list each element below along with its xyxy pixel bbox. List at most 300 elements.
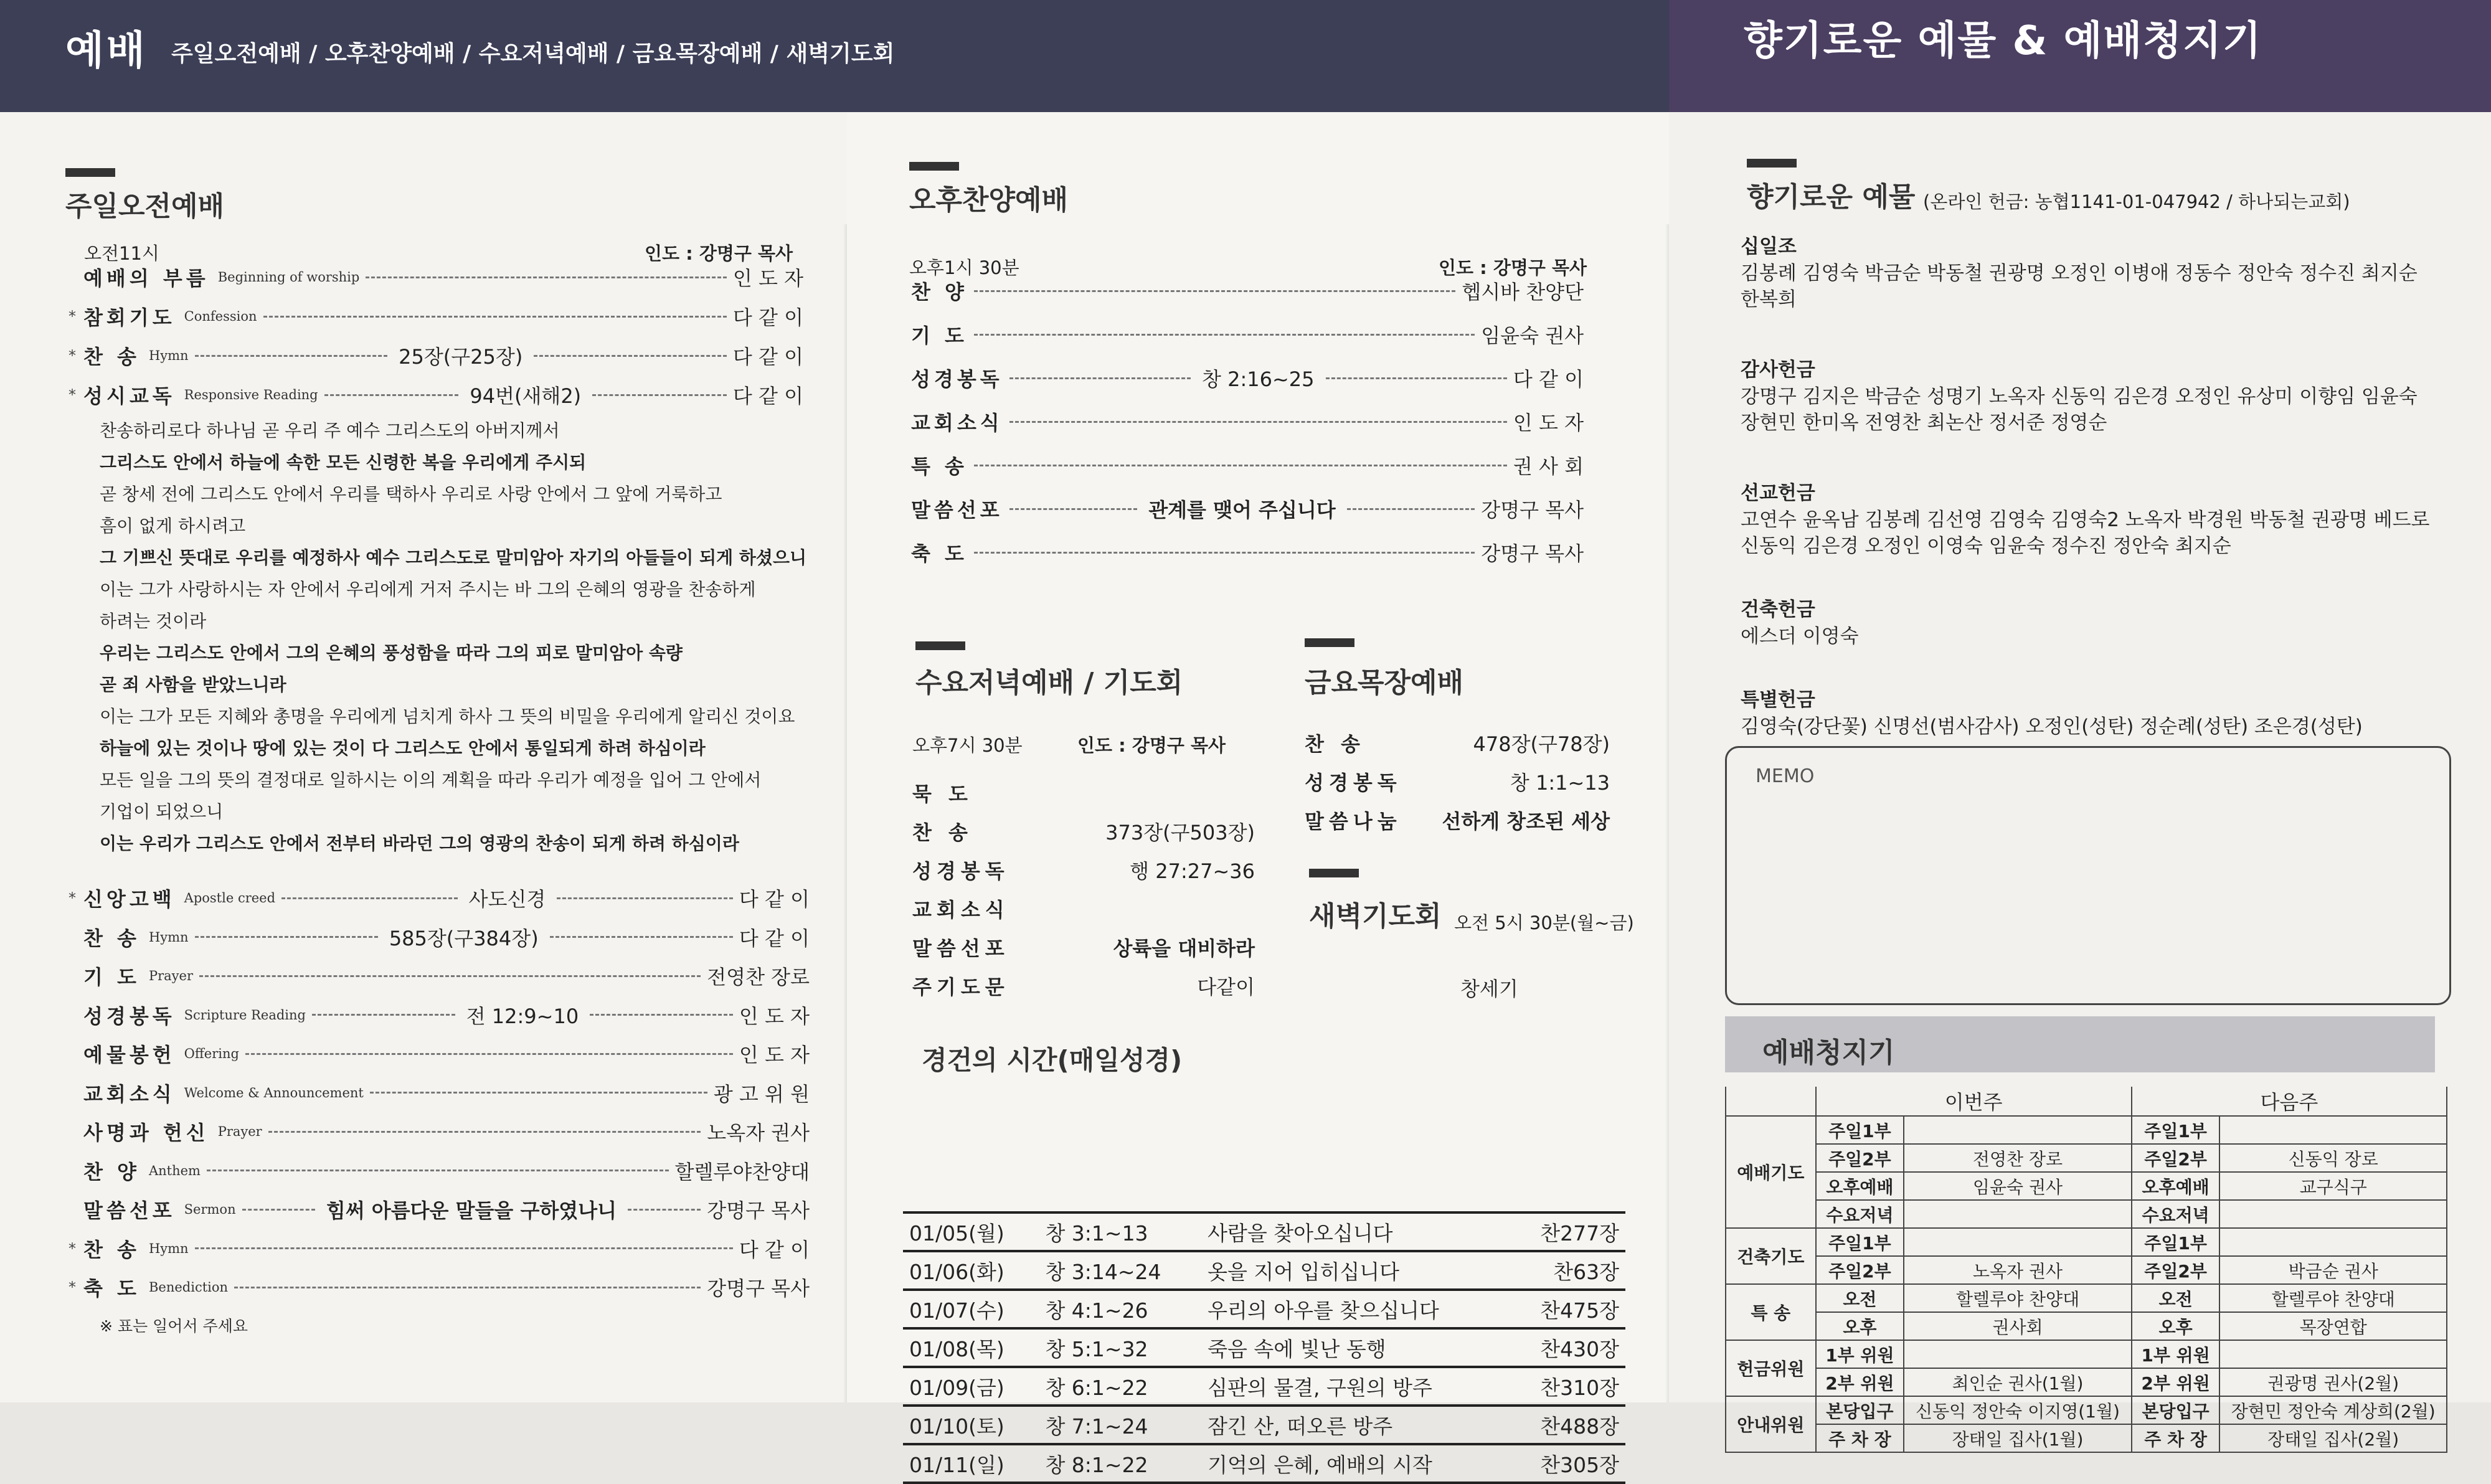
offering-names: 에스더 이영숙 — [1741, 625, 1859, 648]
duty-next-week: 다음주 — [2132, 1087, 2447, 1116]
offering-account: (온라인 헌금: 농협1141-01-047942 / 하나되는교회) — [1923, 191, 2350, 212]
worship-header-title: 예배 — [65, 28, 148, 74]
duty-header — [1725, 1016, 2435, 1072]
order-person: 인 도 자 — [739, 1043, 810, 1067]
duty-role: 주일2부 — [2132, 1256, 2220, 1284]
dash-leader — [974, 334, 1475, 336]
worship-header-bar — [0, 0, 1669, 112]
reading-line: 이는 우리가 그리스도 안에서 전부터 바라던 그의 영광의 찬송이 되게 하려 하심이라 — [100, 833, 739, 854]
duty-role: 주일1부 — [2132, 1228, 2220, 1256]
devotion-row — [903, 1406, 1625, 1444]
order-person: 임윤숙 권사 — [1481, 324, 1584, 347]
devotion-theme: 심판의 물결, 구원의 방주 — [1201, 1367, 1510, 1406]
order-content: 25장(구25장) — [399, 345, 523, 369]
order-person: 강명구 목사 — [707, 1199, 810, 1222]
devotion-hymn: 찬63장 — [1510, 1251, 1625, 1290]
order-english: Sermon — [184, 1202, 236, 1217]
duty-role: 오후 — [1816, 1312, 1904, 1340]
order-english: Responsive Reading — [184, 387, 318, 402]
duty-person — [1904, 1228, 2132, 1256]
order-english: Beginning of worship — [217, 270, 360, 285]
order-english: Scripture Reading — [184, 1007, 306, 1023]
order-label: 성경봉독 — [912, 859, 1009, 883]
duty-person: 전영찬 장로 — [1904, 1144, 2132, 1172]
offering-names: 한복희 — [1741, 288, 1797, 311]
duty-person — [2219, 1228, 2447, 1256]
order-person: 강명구 목사 — [707, 1277, 810, 1300]
order-english: Confession — [184, 309, 257, 324]
order-label: 찬 송 — [912, 821, 973, 844]
offering-names: 장현민 한미옥 전영찬 최논산 정서준 정영순 — [1741, 412, 2107, 434]
duty-person — [2219, 1200, 2447, 1228]
dash-leader — [199, 975, 701, 977]
order-row — [911, 321, 1584, 348]
devotion-reference: 창 4:1~26 — [1039, 1290, 1201, 1328]
devotion-theme: 사람을 찾아오십니다 — [1201, 1212, 1510, 1251]
offering-names: 김영숙(강단꽃) 신명선(범사감사) 오정인(성탄) 정순례(성탄) 조은경(성탄) — [1741, 716, 2363, 738]
offering-names: 강명구 김지은 박금순 성명기 노옥자 신동익 김은경 오정인 유상미 이향임 임윤숙 — [1741, 385, 2418, 408]
section-marker — [915, 641, 965, 650]
order-english: Offering — [184, 1046, 239, 1061]
order-label: 성경봉독 — [83, 1004, 176, 1028]
order-person: 다 같 이 — [732, 306, 803, 329]
order-row — [69, 1118, 810, 1145]
duty-role: 수요저녁 — [1816, 1200, 1904, 1228]
section-title: 금요목장예배 — [1305, 667, 1464, 699]
duty-role: 오전 — [2132, 1284, 2220, 1312]
order-english: Welcome & Announcement — [184, 1085, 364, 1100]
duty-role: 수요저녁 — [2132, 1200, 2220, 1228]
star-mark: * — [69, 386, 76, 404]
order-person: 인 도 자 — [739, 1004, 810, 1028]
dash-leader — [370, 1092, 707, 1094]
duty-person: 최인순 권사(1월) — [1904, 1368, 2132, 1396]
devotion-row — [903, 1251, 1625, 1290]
service-time: 오후7시 30분 — [912, 735, 1023, 756]
memo-box[interactable] — [1725, 746, 2451, 1005]
offering-title: 향기로운 예물 — [1747, 181, 1916, 213]
devotion-reference: 창 8:1~22 — [1039, 1444, 1201, 1483]
dash-leader — [263, 316, 727, 318]
star-mark: * — [69, 347, 76, 364]
offering-panel — [1669, 112, 2491, 1450]
dash-leader — [312, 1014, 455, 1016]
dash-leader — [195, 355, 388, 357]
duty-person: 권광명 권사(2월) — [2219, 1368, 2447, 1396]
order-content: 관계를 맺어 주십니다 — [1148, 498, 1336, 522]
duty-person: 할렐루야 찬양대 — [1904, 1284, 2132, 1312]
order-english: Anthem — [148, 1163, 201, 1178]
order-english: Hymn — [148, 348, 189, 363]
order-person: 다 같 이 — [732, 384, 803, 408]
offering-category: 감사헌금 — [1741, 359, 1815, 381]
duty-this-week: 이번주 — [1816, 1087, 2132, 1116]
duty-role: 주일1부 — [2132, 1116, 2220, 1144]
duty-row — [1726, 1172, 2447, 1200]
devotion-reference: 창 7:1~24 — [1039, 1406, 1201, 1444]
duty-role: 주일1부 — [1816, 1116, 1904, 1144]
section-marker — [1309, 869, 1359, 877]
duty-row — [1726, 1312, 2447, 1340]
duty-person: 권사회 — [1904, 1312, 2132, 1340]
order-row — [69, 962, 810, 990]
order-person: 권 사 회 — [1513, 455, 1584, 478]
order-label: 특 송 — [911, 455, 968, 478]
dash-leader — [628, 1209, 701, 1211]
reading-line: 모든 일을 그의 뜻의 결정대로 일하시는 이의 계획을 따라 우리가 예정을 입어 그 안에서 — [100, 770, 762, 790]
devotion-theme: 기억의 은혜, 예배의 시작 — [1201, 1444, 1510, 1483]
section-marker — [909, 162, 959, 171]
order-content: 상륙을 대비하라 — [1113, 937, 1255, 960]
duty-row — [1726, 1116, 2447, 1144]
dash-leader — [195, 936, 378, 938]
section-title: 오후찬양예배 — [909, 184, 1069, 216]
order-label: 성경봉독 — [911, 367, 1003, 391]
duty-person — [2219, 1340, 2447, 1368]
devotion-date: 01/09(금) — [903, 1367, 1039, 1406]
order-label: 말씀선포 — [911, 498, 1003, 522]
duty-row — [1726, 1144, 2447, 1172]
star-mark: * — [69, 889, 76, 907]
devotion-hymn: 찬310장 — [1510, 1367, 1625, 1406]
order-english: Hymn — [148, 1241, 189, 1256]
memo-label: MEMO — [1756, 765, 1815, 787]
devotion-hymn: 찬277장 — [1510, 1212, 1625, 1251]
devotion-reference: 창 3:14~24 — [1039, 1251, 1201, 1290]
order-english: Prayer — [148, 968, 193, 983]
dash-leader — [195, 1247, 733, 1249]
section-title: 주일오전예배 — [65, 191, 225, 222]
order-row — [911, 364, 1584, 392]
section-marker — [1747, 159, 1797, 168]
duty-role: 본당입구 — [2132, 1396, 2220, 1424]
section-title: 수요저녁예배 / 기도회 — [915, 667, 1183, 699]
order-label: 성시교독 — [83, 384, 176, 408]
dash-leader — [974, 465, 1507, 466]
order-label: 찬 송 — [83, 345, 140, 369]
offering-header-bar — [1669, 0, 2491, 112]
order-label: 말씀선포 — [912, 937, 1009, 960]
duty-row — [1726, 1284, 2447, 1312]
devotion-table — [903, 1211, 1625, 1484]
offering-names: 고연수 윤옥남 김봉례 김선영 김영숙 김영숙2 노옥자 박경원 박동철 권광명 베드로 — [1741, 509, 2430, 531]
duty-category: 예배기도 — [1726, 1116, 1816, 1228]
order-row — [69, 884, 810, 912]
duty-row — [1726, 1340, 2447, 1368]
duty-person: 노옥자 권사 — [1904, 1256, 2132, 1284]
dash-leader — [242, 1209, 315, 1211]
duty-row — [1726, 1396, 2447, 1424]
order-label: 말씀나눔 — [1305, 810, 1402, 833]
service-leader: 인도 : 강명구 목사 — [1439, 257, 1587, 278]
order-label: 찬 송 — [83, 926, 140, 950]
dash-leader — [366, 276, 727, 278]
devotion-reference: 창 3:1~13 — [1039, 1212, 1201, 1251]
order-english: Apostle creed — [184, 891, 276, 905]
order-label: 축 도 — [911, 542, 968, 565]
dash-leader — [1326, 377, 1507, 379]
middle-panel — [847, 112, 1669, 1477]
order-row — [69, 1235, 810, 1262]
reading-line: 이는 그가 모든 지혜와 총명을 우리에게 넘치게 하사 그 뜻의 비밀을 우리에게 알리신 것이요 — [100, 706, 795, 727]
duty-row — [1726, 1228, 2447, 1256]
duty-person — [1904, 1340, 2132, 1368]
devotion-date: 01/06(화) — [903, 1251, 1039, 1290]
duty-person: 신동익 장로 — [2219, 1144, 2447, 1172]
duty-role: 2부 위원 — [1816, 1368, 1904, 1396]
order-content: 창 1:1~13 — [1510, 771, 1610, 795]
order-label: 사명과 헌신 — [83, 1121, 209, 1145]
order-content: 478장(구78장) — [1473, 732, 1610, 756]
devotion-row — [903, 1212, 1625, 1251]
order-person: 다 같 이 — [739, 887, 810, 911]
order-label: 축 도 — [83, 1277, 140, 1300]
reading-line: 하늘에 있는 것이나 땅에 있는 것이 다 그리스도 안에서 통일되게 하려 하심이라 — [100, 738, 706, 759]
duty-role: 주일2부 — [1816, 1144, 1904, 1172]
order-label: 신앙고백 — [83, 887, 176, 911]
duty-role: 1부 위원 — [1816, 1340, 1904, 1368]
duty-person: 할렐루야 찬양대 — [2219, 1284, 2447, 1312]
order-label: 교회소식 — [83, 1082, 176, 1106]
devotion-hymn: 찬475장 — [1510, 1290, 1625, 1328]
dawn-bible-book: 창세기 — [1460, 977, 1518, 1001]
duty-header-row — [1726, 1087, 2447, 1116]
order-row — [911, 408, 1584, 435]
order-row — [69, 381, 803, 409]
duty-person — [2219, 1116, 2447, 1144]
reading-line: 그리스도 안에서 하늘에 속한 모든 신령한 복을 우리에게 주시되 — [100, 452, 587, 473]
service-leader: 인도 : 강명구 목사 — [645, 243, 793, 264]
order-content: 선하게 창조된 세상 — [1442, 810, 1610, 833]
reading-line: 찬송하리로다 하나님 곧 우리 주 예수 그리스도의 아버지께서 — [100, 420, 560, 441]
reading-line: 이는 그가 사랑하시는 자 안에서 우리에게 거저 주시는 바 그의 은혜의 영광을 찬송하게 — [100, 579, 756, 600]
devotion-hymn: 찬430장 — [1510, 1328, 1625, 1367]
order-label: 예물봉헌 — [83, 1043, 176, 1067]
order-person: 다 같 이 — [739, 926, 810, 950]
section-title: 새벽기도회 — [1309, 900, 1442, 932]
dash-leader — [974, 290, 1455, 292]
duty-person: 장태일 집사(1월) — [1904, 1424, 2132, 1452]
devotion-theme: 잠긴 산, 떠오른 방주 — [1201, 1406, 1510, 1444]
devotion-date: 01/08(목) — [903, 1328, 1039, 1367]
order-content: 행 27:27~36 — [1130, 859, 1255, 883]
order-label: 기 도 — [83, 965, 140, 989]
order-english: Prayer — [217, 1124, 262, 1139]
devotion-date: 01/10(토) — [903, 1406, 1039, 1444]
service-time: 오후1시 30분 — [909, 257, 1019, 278]
reading-line: 곧 죄 사함을 받았느니라 — [100, 674, 286, 695]
dash-leader — [1009, 421, 1507, 423]
standing-note: ※ 표는 일어서 주세요 — [100, 1317, 248, 1335]
offering-category: 십일조 — [1741, 235, 1797, 258]
order-label: 말씀선포 — [83, 1199, 176, 1222]
order-person: 광 고 위 원 — [713, 1082, 810, 1106]
duty-person — [1904, 1116, 2132, 1144]
duty-row — [1726, 1368, 2447, 1396]
order-row — [69, 924, 810, 951]
duty-role: 본당입구 — [1816, 1396, 1904, 1424]
duty-role: 주 차 장 — [1816, 1424, 1904, 1452]
order-person: 헵시바 찬양단 — [1462, 280, 1584, 304]
dash-leader — [1009, 377, 1191, 379]
reading-line: 흠이 없게 하시려고 — [100, 516, 246, 536]
duty-person: 임윤숙 권사 — [1904, 1172, 2132, 1200]
order-label: 참회기도 — [83, 306, 176, 329]
order-row — [69, 342, 803, 369]
sunday-morning-panel — [0, 112, 847, 1402]
dash-leader — [592, 394, 727, 396]
order-row — [69, 1274, 810, 1301]
duty-role: 2부 위원 — [2132, 1368, 2220, 1396]
order-row — [69, 1079, 810, 1107]
order-label: 기 도 — [911, 324, 968, 347]
order-content: 힘써 아름다운 말들을 구하였나니 — [326, 1199, 617, 1222]
dash-leader — [207, 1170, 669, 1171]
duty-role: 오후예배 — [2132, 1172, 2220, 1200]
order-person: 할렐루야찬양대 — [674, 1160, 810, 1184]
dash-leader — [974, 552, 1475, 554]
order-person: 인 도 자 — [1513, 411, 1584, 435]
offering-names: 신동익 김은경 오정인 이영숙 임윤숙 정수진 정안숙 최지순 — [1741, 535, 2231, 557]
duty-blank-cell — [1726, 1087, 1816, 1116]
duty-person: 교구식구 — [2219, 1172, 2447, 1200]
devotion-row — [903, 1367, 1625, 1406]
offering-header-title: 향기로운 예물 & 예배청지기 — [1744, 18, 2262, 64]
order-label: 찬 송 — [1305, 732, 1365, 756]
order-row — [69, 1196, 810, 1223]
order-person: 강명구 목사 — [1481, 498, 1584, 522]
reading-line: 하려는 것이라 — [100, 611, 207, 631]
duty-role: 주 차 장 — [2132, 1424, 2220, 1452]
service-leader: 인도 : 강명구 목사 — [1077, 735, 1226, 756]
duty-person: 신동익 정안숙 이지영(1월) — [1904, 1396, 2132, 1424]
order-content: 94번(새해2) — [470, 384, 582, 408]
devotion-theme: 우리의 아우를 찾으십니다 — [1201, 1290, 1510, 1328]
duty-person: 장현민 정안숙 계상희(2월) — [2219, 1396, 2447, 1424]
section-marker — [1305, 638, 1354, 647]
duty-title: 예배청지기 — [1762, 1037, 1895, 1069]
dash-leader — [1009, 508, 1138, 510]
order-person: 다 같 이 — [739, 1237, 810, 1262]
order-person: 강명구 목사 — [1481, 542, 1584, 565]
order-label: 교회소식 — [912, 898, 1009, 922]
duty-role: 오후 — [2132, 1312, 2220, 1340]
duty-role: 주일2부 — [2132, 1144, 2220, 1172]
duty-category: 건축기도 — [1726, 1228, 1816, 1284]
duty-person: 목장연합 — [2219, 1312, 2447, 1340]
devotion-date: 01/11(일) — [903, 1444, 1039, 1483]
order-row — [69, 303, 803, 330]
dash-leader — [550, 936, 733, 938]
duty-role: 오전 — [1816, 1284, 1904, 1312]
order-label: 교회소식 — [911, 411, 1003, 435]
star-mark: * — [69, 1278, 76, 1296]
order-content: 사도신경 — [468, 887, 546, 911]
duty-role: 1부 위원 — [2132, 1340, 2220, 1368]
duty-category: 안내위원 — [1726, 1396, 1816, 1452]
duty-person: 장태일 집사(2월) — [2219, 1424, 2447, 1452]
order-content: 창 2:16~25 — [1202, 367, 1315, 391]
order-person: 인 도 자 — [732, 267, 803, 290]
offering-category: 특별헌금 — [1741, 689, 1815, 711]
dash-leader — [590, 1014, 733, 1016]
devotion-date: 01/05(월) — [903, 1212, 1039, 1251]
order-label: 묵 도 — [912, 782, 973, 806]
dash-leader — [234, 1287, 701, 1288]
order-label: 예배의 부름 — [83, 267, 209, 290]
duty-row — [1726, 1200, 2447, 1228]
section-marker — [65, 168, 115, 177]
order-label: 성경봉독 — [1305, 771, 1402, 795]
devotion-row — [903, 1290, 1625, 1328]
duty-role: 주일1부 — [1816, 1228, 1904, 1256]
order-english: Hymn — [148, 929, 189, 945]
order-row — [911, 277, 1584, 305]
dash-leader — [245, 1053, 733, 1055]
reading-line: 그 기쁘신 뜻대로 우리를 예정하사 예수 그리스도로 말미암아 자기의 아들들이 되게 하셨으니 — [100, 547, 807, 568]
order-content: 다같이 — [1197, 975, 1255, 999]
dash-leader — [268, 1131, 701, 1133]
dash-leader — [557, 897, 733, 899]
duty-row — [1726, 1256, 2447, 1284]
order-row — [911, 539, 1584, 566]
order-english: Benediction — [148, 1280, 229, 1295]
devotion-reference: 창 6:1~22 — [1039, 1367, 1201, 1406]
devotion-hymn: 찬305장 — [1510, 1444, 1625, 1483]
order-content: 전 12:9~10 — [466, 1004, 579, 1028]
order-row — [911, 451, 1584, 479]
order-content: 585장(구384장) — [389, 926, 539, 950]
service-time: 오전 5시 30분(월~금) — [1454, 912, 1634, 933]
order-content: 373장(구503장) — [1105, 821, 1255, 844]
offering-category: 건축헌금 — [1741, 598, 1815, 621]
dash-leader — [324, 394, 459, 396]
order-row — [69, 1157, 810, 1184]
order-person: 전영찬 장로 — [707, 965, 810, 989]
reading-line: 기업이 되었으니 — [100, 801, 224, 822]
devotion-hymn: 찬488장 — [1510, 1406, 1625, 1444]
order-label: 찬 양 — [911, 280, 968, 304]
duty-role: 오후예배 — [1816, 1172, 1904, 1200]
duty-category: 특 송 — [1726, 1284, 1816, 1340]
service-time: 오전11시 — [84, 243, 159, 264]
order-row — [911, 495, 1584, 522]
worship-header-list: 주일오전예배 / 오후찬양예배 / 수요저녁예배 / 금요목장예배 / 새벽기도회 — [171, 41, 895, 67]
duty-person — [1904, 1200, 2132, 1228]
devotion-date: 01/07(수) — [903, 1290, 1039, 1328]
devotion-theme: 죽음 속에 빛난 동행 — [1201, 1328, 1510, 1367]
star-mark: * — [69, 1239, 76, 1257]
star-mark: * — [69, 308, 76, 325]
order-person: 다 같 이 — [1513, 367, 1584, 391]
duty-person: 박금순 권사 — [2219, 1256, 2447, 1284]
order-person: 노옥자 권사 — [707, 1121, 810, 1145]
order-label: 찬 송 — [83, 1237, 140, 1262]
order-label: 주기도문 — [912, 975, 1009, 999]
duty-table — [1725, 1087, 2447, 1453]
dash-leader — [1347, 508, 1475, 510]
devotion-theme: 옷을 지어 입히십니다 — [1201, 1251, 1510, 1290]
reading-line: 곧 창세 전에 그리스도 안에서 우리를 택하사 우리로 사랑 안에서 그 앞에 거룩하고 — [100, 484, 722, 504]
duty-row — [1726, 1424, 2447, 1452]
order-row — [69, 263, 803, 291]
duty-role: 주일2부 — [1816, 1256, 1904, 1284]
devotion-reference: 창 5:1~32 — [1039, 1328, 1201, 1367]
order-label: 찬 양 — [83, 1160, 140, 1184]
order-person: 다 같 이 — [732, 345, 803, 369]
offering-names: 김봉례 김영숙 박금순 박동철 권광명 오정인 이병애 정동수 정안숙 정수진 최지순 — [1741, 262, 2418, 285]
devotion-title: 경건의 시간(매일성경) — [922, 1045, 1183, 1075]
